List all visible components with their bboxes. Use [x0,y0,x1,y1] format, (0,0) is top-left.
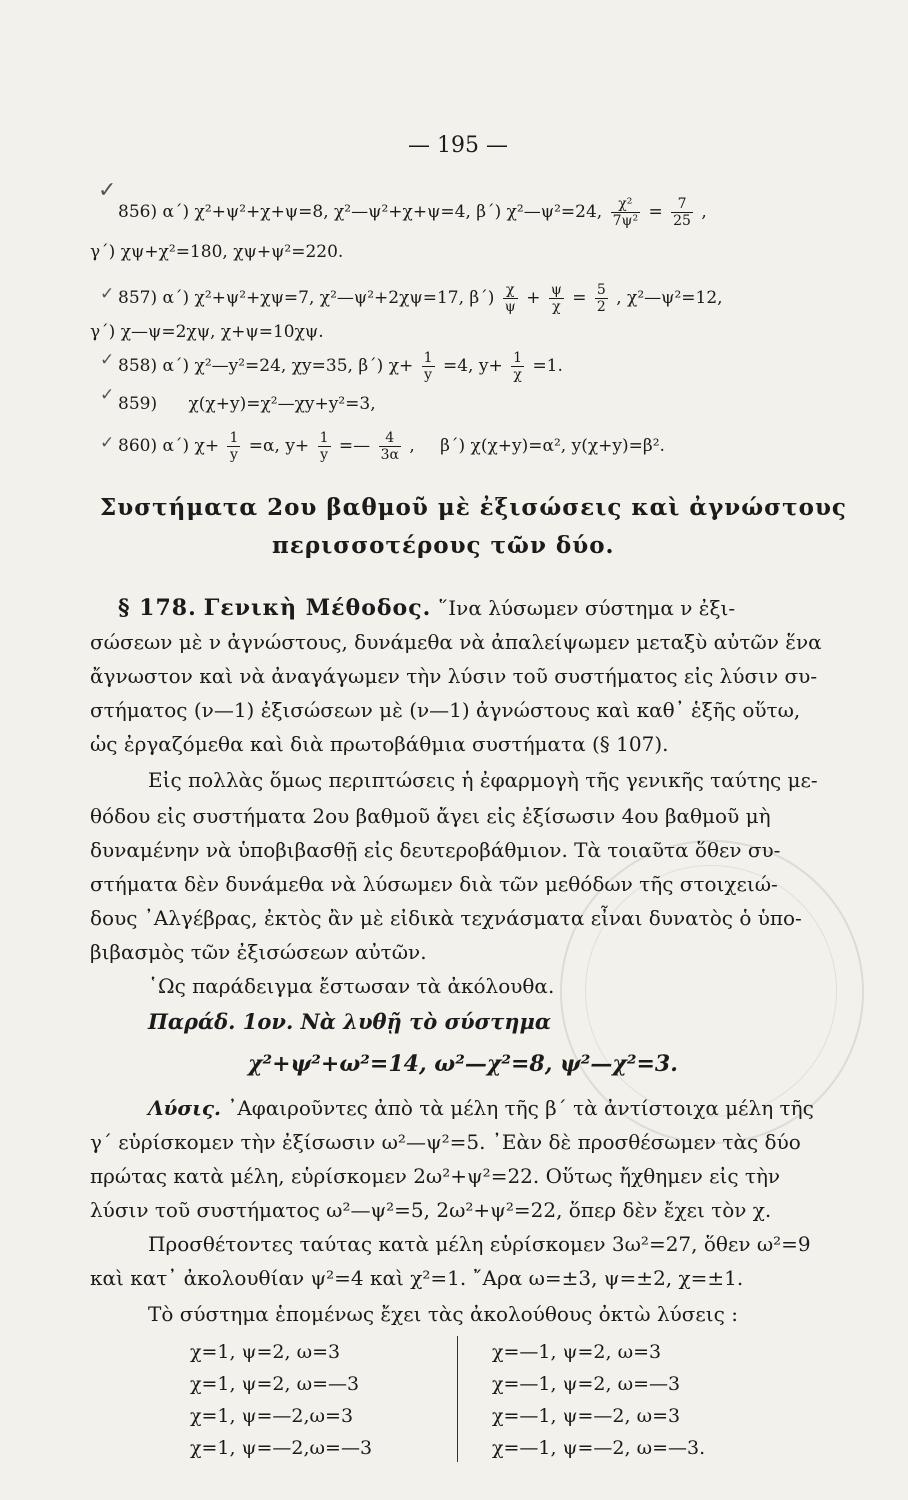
exercise-tail: =1. [532,356,563,376]
check-mark-icon: ✓ [100,433,115,453]
check-mark-icon: ✓ [100,350,115,370]
punctuation: , [409,436,415,456]
denominator: 2 [596,299,606,315]
fraction [549,282,564,315]
check-mark-icon: ✓ [100,284,115,304]
exercise-mid: =α, y+ [248,436,310,456]
check-mark-icon: ✓ [100,385,115,405]
paragraph-line: δυναμένην νὰ ὑποβιβασθῇ εἰς δευτεροβάθμιον. Τὰ τοιαῦτα ὅθεν συ- [90,838,781,862]
fraction [503,282,518,315]
denominator: y [229,447,238,463]
denominator: 25 [673,213,691,229]
solution-text: ᾿Αφαιροῦντες ἀπὸ τὰ μέλη τῆς β΄ τὰ ἀντίστοιχα μέλη τῆς [227,1096,814,1120]
solution-line: καὶ κατ᾿ ἀκολουθίαν ψ²=4 καὶ χ²=1. ῎Αρα ω=±3, ψ=±2, χ=±1. [90,1266,744,1290]
exercise-859 [118,392,376,416]
exercise-part-a: α΄) χ²+ψ²+χψ=7, χ²—ψ²+2χψ=17, [162,288,465,308]
denominator: χ [513,367,522,383]
exercise-857-c: γ΄) χ—ψ=2χψ, χ+ψ=10χψ. [90,322,324,342]
fraction [671,196,693,229]
section-mark: § 178. [118,595,197,621]
numerator: χ² [611,196,641,213]
chapter-heading: Συστήματα 2ου βαθμοῦ μὲ ἐξισώσεις καὶ ἀγνώστους [100,494,847,521]
solution-left-1: χ=1, ψ=2, ω=3 [190,1341,341,1363]
chapter-heading-2: περισσοτέρους τῶν δύο. [272,532,615,559]
exercise-part-b: β΄) χ²—ψ²=24, [476,202,603,222]
fraction [422,350,435,383]
paragraph-line: ῾Ως παράδειγμα ἔστωσαν τὰ ἀκόλουθα. [148,974,555,998]
solution-line: γ΄ εὑρίσκομεν τὴν ἐξίσωσιν ω²—ψ²=5. ᾿Εὰν δὲ προσθέσωμεν τὰς δύο [90,1130,801,1154]
exercise-number: 858) [118,356,158,376]
paragraph-line: δους ᾿Αλγέβρας, ἐκτὸς ἂν μὲ εἰδικὰ τεχνάσματα εἶναι δυνατὸς ὁ ὑπο- [90,906,802,930]
plus-sign: + [526,288,541,308]
check-mark-icon: ✓ [98,178,117,203]
exercise-number: 859) [118,394,158,414]
exercise-text: χ(χ+y)=χ²—χy+y²=3, [188,394,376,414]
solution-right-3: χ=—1, ψ=—2, ω=3 [492,1405,681,1427]
exercise-part-a: α΄) χ²+ψ²+χ+ψ=8, χ²—ψ²+χ+ψ=4, [162,202,471,222]
denominator: 3α [380,447,399,463]
exercise-tail: , χ²—ψ²=12, [616,288,723,308]
exercise-part-b: β΄) χ+ [358,356,414,376]
solution-left-3: χ=1, ψ=—2,ω=3 [190,1405,354,1427]
solutions-divider [457,1336,458,1462]
paragraph-line: σώσεων μὲ ν ἀγνώστους, δυνάμεθα νὰ ἀπαλείψωμεν μεταξὺ αὐτῶν ἕνα [90,630,822,654]
library-stamp-inner [585,865,837,1117]
solution-line: πρώτας κατὰ μέλη, εὑρίσκομεν 2ω²+ψ²=22. Οὕτως ἤχθημεν εἰς τὴν [90,1164,781,1188]
paragraph-line: βιβασμὸς τῶν ἐξισώσεων αὐτῶν. [90,940,427,964]
numerator: ψ [550,282,562,298]
exercise-part-a: α΄) χ²—y²=24, χy=35, [162,356,353,376]
numerator: χ [503,282,518,299]
solution-line: Προσθέτοντες ταύτας κατὰ μέλη εὑρίσκομεν 3ω²=27, ὅθεν ω²=9 [148,1232,811,1256]
fraction [595,282,608,315]
fraction [318,430,331,463]
numerator: 5 [596,282,606,298]
example-title: Παράδ. 1ον. Νὰ λυθῇ τὸ σύστημα [148,1009,552,1034]
exercise-857 [118,282,723,315]
section-178-header [118,596,735,621]
paragraph-line: ῞Ινα λύσωμεν σύστημα ν ἐξι- [438,596,736,620]
equals-sign: = [572,288,587,308]
denominator: y [424,367,433,383]
system-equations: χ²+ψ²+ω²=14, ω²—χ²=8, ψ²—χ²=3. [248,1051,678,1077]
exercise-number: 860) [118,436,158,456]
exercise-part-b: β΄) χ(χ+y)=α², y(χ+y)=β². [440,436,665,456]
solution-label: Λύσις. [148,1096,221,1120]
numerator: 4 [379,430,401,447]
paragraph-line: στήματα δὲν δυνάμεθα νὰ λύσωμεν διὰ τῶν μεθόδων τῆς στοιχειώ- [90,872,778,896]
paragraph-line: θόδου εἰς συστήματα 2ου βαθμοῦ ἄγει εἰς ἐξίσωσιν 4ου βαθμοῦ μὴ [90,804,771,828]
solution-line: λύσιν τοῦ συστήματος ω²—ψ²=5, 2ω²+ψ²=22, ὅπερ δὲν ἔχει τὸν χ. [90,1198,772,1222]
page-number: — 195 — [408,133,508,158]
exercise-number: 857) [118,288,158,308]
paragraph-line: στήματος (ν—1) ἐξισώσεων μὲ (ν—1) ἀγνώστους καὶ καθ᾿ ἑξῆς οὕτω, [90,698,801,722]
fraction [379,430,401,463]
exercise-mid: =— [338,436,371,456]
solution-right-4: χ=—1, ψ=—2, ω=—3. [492,1437,706,1459]
solution-first-line [148,1096,814,1120]
denominator: y [320,447,329,463]
exercise-part-b: β΄) [469,288,495,308]
denominator: χ [552,299,561,315]
exercise-858 [118,350,563,383]
numerator: 1 [319,430,329,446]
fraction [511,350,524,383]
exercise-856-c: γ΄) χψ+χ²=180, χψ+ψ²=220. [90,242,344,262]
numerator: 7 [671,196,693,213]
exercise-number: 856) [118,202,158,222]
solution-left-2: χ=1, ψ=2, ω=—3 [190,1373,360,1395]
solution-right-2: χ=—1, ψ=2, ω=—3 [492,1373,681,1395]
fraction [611,196,641,229]
section-title: Γενικὴ Μέθοδος. [203,595,432,621]
denominator: ψ [504,299,516,315]
equals-sign: = [648,202,663,222]
exercise-mid: =4, y+ [442,356,503,376]
exercise-856 [118,196,707,229]
numerator: 1 [513,350,523,366]
punctuation: , [701,202,707,222]
exercise-860 [118,430,665,463]
denominator: 7ψ² [612,213,639,229]
paragraph-line: ἄγνωστον καὶ νὰ ἀναγάγωμεν τὴν λύσιν τοῦ συστήματος εἰς λύσιν συ- [90,664,818,688]
numerator: 1 [423,350,433,366]
exercise-part-a: α΄) χ+ [162,436,220,456]
solution-line: Τὸ σύστημα ἑπομένως ἔχει τὰς ἀκολούθους ὀκτὼ λύσεις : [148,1302,738,1326]
numerator: 1 [229,430,239,446]
solution-left-4: χ=1, ψ=—2,ω=—3 [190,1437,373,1459]
fraction [227,430,240,463]
paragraph-line: ὡς ἐργαζόμεθα καὶ διὰ πρωτοβάθμια συστήματα (§ 107). [90,732,669,756]
paragraph-line: Εἰς πολλὰς ὅμως περιπτώσεις ἡ ἐφαρμογὴ τῆς γενικῆς ταύτης με- [148,768,818,792]
solution-right-1: χ=—1, ψ=2, ω=3 [492,1341,662,1363]
